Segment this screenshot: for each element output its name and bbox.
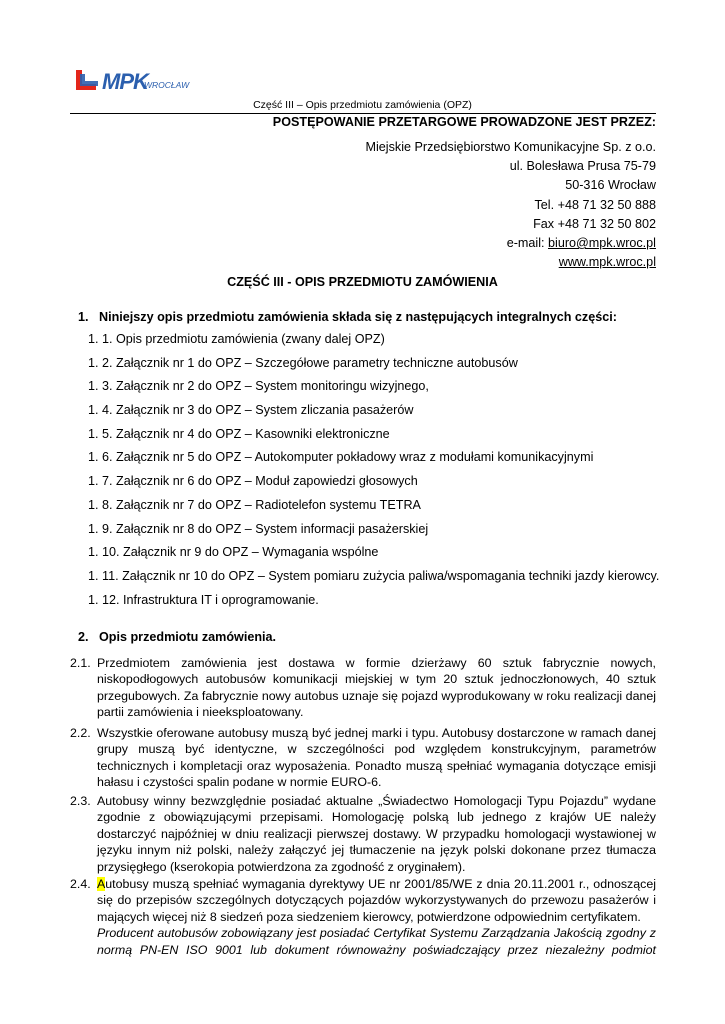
- mpk-logo: [72, 66, 192, 96]
- highlighted-letter: A: [97, 877, 106, 891]
- list-item: 1. 11. Załącznik nr 10 do OPZ – System pomiaru zużycia paliwa/wspomagania techniki jazdy kierowcy.: [88, 568, 660, 583]
- paragraph-2-1: [70, 655, 656, 721]
- paragraph-text: Przedmiotem zamówienia jest dostawa w formie dzierżawy 60 sztuk fabrycznie nowych, niskopodłogowych autobusów komunikacji miejskiej w tym 20 sztuk jednoczłonowych, 40 sztuk przegubowych. Za fabrycznie nowy autobus uznaje się pojazd wyprodukowany w roku realizacji danej partii zamówienia i nieeksploatowany.: [97, 656, 656, 720]
- paragraph-number: 2.2.: [70, 726, 91, 740]
- list-item: 1. 4. Załącznik nr 3 do OPZ – System zliczania pasażerów: [88, 403, 414, 418]
- paragraph-text: Autobusy winny bezwzględnie posiadać aktualne „Świadectwo Homologacji Typu Pojazdu” wydane zgodnie z obowiązującymi przepisami. Homologację polską lub jednego z krajów UE należy dostarczyć najpóźniej w dniu realizacji pierwszej dostawy. W przypadku homologacji wystawionej w języku innym niż polski, należy załączyć jej tłumaczenie na język polski dokonane przez tłumacza przysięgłego (kserokopia potwierdzona za zgodność z oryginałem).: [97, 794, 656, 874]
- list-item: 1. 5. Załącznik nr 4 do OPZ – Kasowniki elektroniczne: [88, 426, 390, 441]
- list-item: 1. 3. Załącznik nr 2 do OPZ – System monitoringu wizyjnego,: [88, 379, 429, 394]
- paragraph-italic-text: Producent autobusów zobowiązany jest posiadać Certyfikat Systemu Zarządzania Jakością zgodny z normą PN-EN ISO 9001 lub dokument równoważny poświadczający przez niezależny podmiot: [97, 926, 656, 957]
- header-divider: [70, 113, 656, 114]
- buyer-tel: Tel. +48 71 32 50 888: [534, 197, 656, 212]
- section-1-list: [88, 329, 659, 613]
- buyer-street: ul. Bolesława Prusa 75-79: [509, 159, 656, 174]
- header-caption: Część III – Opis przedmiotu zamówienia (OPZ): [253, 99, 472, 111]
- buyer-name: Miejskie Przedsiębiorstwo Komunikacyjne Sp. z o.o.: [365, 140, 656, 154]
- buyer-address: [366, 138, 656, 272]
- paragraph-body: utobusy muszą spełniać wymagania dyrektywy UE nr 2001/85/WE z dnia 20.11.2001 r., odnoszącej się do przepisów szczególnych dotyczących pojazdów wykorzystywanych do przewozu pasażerów i mających więcej niż 8 siedzeń poza siedzeniem kierowcy, potwierdzone odpowiednim certyfikatem.: [97, 877, 656, 924]
- section-1-heading: 1. Niniejszy opis przedmiotu zamówienia składa się z następujących integralnych części:: [78, 310, 617, 324]
- list-item: 1. 12. Infrastruktura IT i oprogramowanie.: [88, 592, 319, 607]
- buyer-www-line: [366, 253, 656, 272]
- paragraph-text: [97, 876, 656, 925]
- paragraph-2-3: [70, 793, 656, 875]
- list-item: 1. 6. Załącznik nr 5 do OPZ – Autokomputer pokładowy wraz z modułami komunikacyjnymi: [88, 450, 594, 465]
- paragraph-2-4: [70, 876, 656, 958]
- list-item: 1. 7. Załącznik nr 6 do OPZ – Moduł zapowiedzi głosowych: [88, 474, 418, 489]
- list-item: 1. 10. Załącznik nr 9 do OPZ – Wymagania wspólne: [88, 545, 379, 560]
- list-item: 1. 8. Załącznik nr 7 do OPZ – Radiotelefon systemu TETRA: [88, 497, 421, 512]
- logo-text: MPK: [102, 69, 148, 94]
- list-item: 1. 2. Załącznik nr 1 do OPZ – Szczegółowe parametry techniczne autobusów: [88, 355, 518, 370]
- buyer-fax: Fax +48 71 32 50 802: [533, 216, 656, 231]
- section-2-heading: 2. Opis przedmiotu zamówienia.: [78, 630, 277, 644]
- logo-subtext: WROCŁAW: [144, 80, 190, 90]
- paragraph-number: 2.3.: [70, 794, 91, 808]
- website-link[interactable]: www.mpk.wroc.pl: [558, 255, 656, 270]
- list-item: 1. 1. Opis przedmiotu zamówienia (zwany dalej OPZ): [88, 332, 385, 346]
- buyer-email-line: [366, 234, 656, 253]
- paragraph-number: 2.1.: [70, 656, 91, 670]
- paragraph-number: 2.4.: [70, 877, 91, 891]
- email-link[interactable]: biuro@mpk.wroc.pl: [548, 236, 656, 251]
- document-title: CZĘŚĆ III - OPIS PRZEDMIOTU ZAMÓWIENIA: [227, 275, 498, 289]
- list-item: 1. 9. Załącznik nr 8 do OPZ – System informacji pasażerskiej: [88, 521, 429, 536]
- buyer-city: 50-316 Wrocław: [565, 178, 656, 193]
- email-label: e-mail:: [506, 236, 549, 251]
- buyer-heading: POSTĘPOWANIE PRZETARGOWE PROWADZONE JEST PRZEZ:: [272, 115, 656, 129]
- paragraph-2-2: [70, 725, 656, 791]
- paragraph-text: Wszystkie oferowane autobusy muszą być jednej marki i typu. Autobusy dostarczone w ramach danej grupy muszą być identyczne, w szczególności pod względem konstrukcyjnym, parametrów technicznych i kompletacji oraz wyposażenia. Ponadto muszą spełniać wymagania dotyczące emisji hałasu i czystości spalin podane w normie EURO-6.: [97, 726, 656, 790]
